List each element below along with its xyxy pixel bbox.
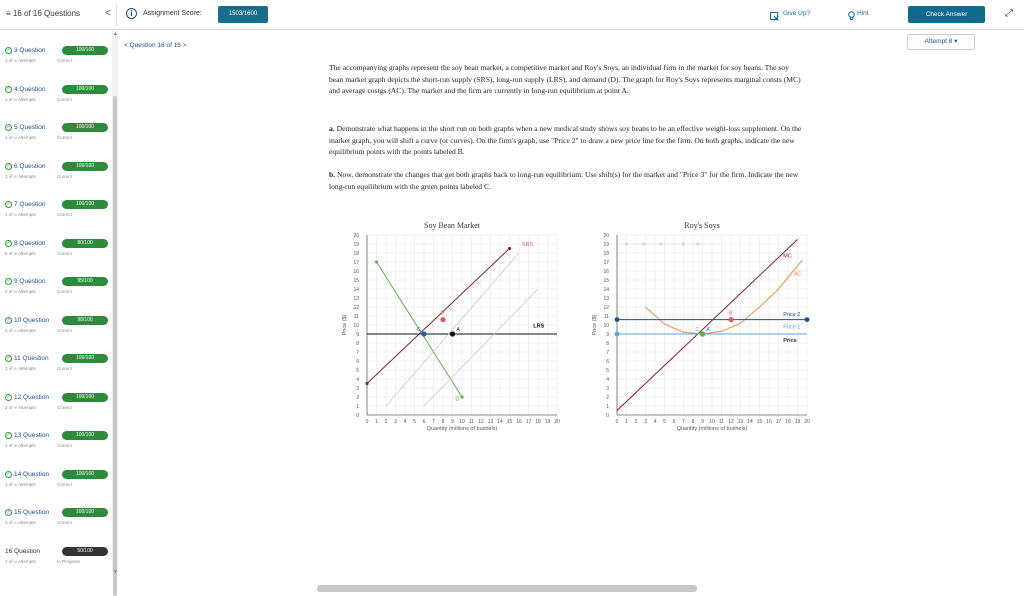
point-label-c: C [417,327,421,333]
question-label [5,317,49,324]
check-circle-icon: ✓ [6,432,11,438]
y-tick-label: 20 [603,233,609,239]
x-tick-label: 7 [682,419,685,425]
point-label-b: B [441,310,445,317]
equilibrium-point-a [450,331,455,336]
x-tick-label: 14 [497,419,503,425]
point-label-a: A [706,327,710,333]
question-label-text: 10 Question [14,316,50,324]
horizontal-scrollbar[interactable] [317,585,697,592]
question-label [5,201,45,208]
status-text: Correct [57,135,72,140]
question-label [5,278,45,285]
y-tick-label: 12 [353,305,359,311]
assignment-score-badge: 1503/1600 [218,6,268,23]
y-tick-label: 16 [603,269,609,275]
status-text: Correct [57,327,72,333]
score-badge: 100/100 [62,46,108,55]
x-tick-label: 19 [544,419,551,425]
check-circle-icon: ✓ [6,316,11,323]
question-label-text: 13 Question [14,432,50,440]
x-tick-label: 11 [468,419,475,425]
attempts-text: 1 of ∞ Attempts [5,96,36,102]
x-tick-label: 3 [394,419,397,425]
series-label: LRS [533,323,545,330]
question-label-text: 6 Question [14,162,46,170]
x-tick-label: 17 [525,419,532,425]
x-tick-label: 9 [451,419,454,425]
score-badge: 100/100 [62,85,108,94]
x-tick-label: 18 [535,419,541,425]
price-line-handle [615,332,620,337]
point-label-b: B [729,310,733,317]
y-tick-label: 3 [356,386,359,392]
check-circle-icon: ✓ [6,85,11,92]
x-tick-label: 4 [403,419,407,425]
status-text: Correct [57,481,72,487]
attempts-text: 2 of ∞ Attempts [5,327,36,333]
sidebar-question-item[interactable] [5,240,110,270]
question-label-text: 5 Question [14,124,46,132]
question-label-text: 4 Question [14,85,46,93]
x-axis-label: Quantity (millions of bushels) [426,426,498,432]
question-label-text: 9 Question [14,278,46,286]
attempts-text: 1 of ∞ Attempts [5,173,36,179]
series-endpoint [375,260,378,263]
y-tick-label: 20 [353,233,359,239]
y-tick-label: 12 [603,305,609,311]
score-badge: 100/100 [62,354,108,363]
x-tick-label: 2 [384,419,388,425]
questions-menu-button[interactable]: ≡ 16 of 16 Questions [6,9,81,18]
check-answer-button[interactable]: Check Answer [908,6,985,23]
x-tick-label: 8 [691,419,695,425]
attempts-text: 1 of ∞ Attempts [5,58,36,63]
sidebar-question-item[interactable] [5,394,110,424]
series-label: Price 2 [783,312,801,318]
attempts-text: 1 of ∞ Attempts [5,212,36,217]
check-circle-icon: ✓ [6,393,11,400]
y-tick-label: 5 [356,368,359,374]
check-circle-icon: ✓ [6,47,11,53]
y-tick-label: 10 [353,323,359,329]
sidebar-question-item[interactable] [5,432,110,462]
y-tick-label: 7 [606,350,609,356]
sidebar-question-item[interactable] [5,509,110,539]
sidebar-question-item[interactable] [5,86,110,116]
firm-chart[interactable] [572,218,812,438]
question-part-b [329,169,805,192]
part-b-label: b. [329,170,336,179]
check-circle-icon: ✓ [6,201,11,207]
y-tick-label: 17 [603,260,609,266]
y-tick-label: 8 [356,341,359,347]
question-label-text: 11 Question [14,355,49,363]
sidebar-question-item[interactable] [5,47,110,77]
price-line-handle [805,317,810,322]
x-tick-label: 20 [554,419,560,425]
question-label [5,240,45,247]
y-tick-label: 13 [353,296,359,302]
content-area [119,31,1024,576]
attempts-text: 1 of ∞ Attempts [5,135,36,140]
sidebar-question-item[interactable] [5,278,110,308]
x-tick-label: 0 [615,419,619,425]
y-tick-label: 9 [356,332,359,338]
series-endpoint [508,247,511,250]
x-tick-label: 3 [644,419,647,425]
x-tick-label: 1 [375,419,378,425]
y-tick-label: 14 [353,287,359,293]
check-circle-icon: ✓ [6,470,11,477]
status-text: Correct [57,520,72,525]
x-tick-label: 15 [756,419,763,425]
question-label-text: 16 Question [5,547,41,555]
y-tick-label: 6 [606,359,609,365]
top-bar [0,0,1024,30]
attempts-text: 1 of ∞ Attempts [5,366,36,371]
y-tick-label: 4 [356,377,359,383]
y-tick-label: 19 [353,242,359,248]
x-tick-label: 13 [737,419,744,425]
score-badge: 100/100 [62,123,108,132]
attempts-text: 2 of ∞ Attempts [5,289,36,294]
series-endpoint [460,395,463,398]
x-axis-label: Quantity (millions of bushels) [676,426,748,432]
y-tick-label: 1 [356,404,359,410]
y-tick-label: 2 [356,395,359,401]
divider [116,4,117,26]
x-tick-label: 0 [365,419,369,425]
series-endpoint [365,382,368,385]
question-nav[interactable]: < Question 16 of 16 > [124,42,187,49]
attempts-text: 5 of ∞ Attempts [5,250,36,256]
sidebar-scrollbar-thumb[interactable] [113,96,117,596]
question-label [5,124,45,131]
check-circle-icon: ✓ [6,239,11,246]
score-badge: 100/100 [62,508,108,517]
score-badge: 100/100 [62,393,108,402]
x-tick-label: 6 [672,419,676,425]
question-part-a [329,123,805,158]
point-label-a: A [456,327,460,333]
status-text: Correct [57,58,72,63]
question-sidebar [0,31,118,576]
x-tick-label: 11 [718,419,725,425]
equilibrium-point-c [421,331,426,336]
equilibrium-point-b [728,317,733,322]
chart-title: Soy Bean Market [424,221,480,230]
lightbulb-icon[interactable] [848,8,855,18]
sidebar-question-item[interactable] [5,124,110,154]
x-tick-label: 8 [441,419,445,425]
sidebar-question-item[interactable] [5,163,110,193]
y-tick-label: 19 [603,242,609,248]
y-tick-label: 16 [353,269,359,275]
x-tick-label: 16 [516,419,522,425]
score-badge: 95/100 [62,277,108,286]
score-badge: 100/100 [62,431,108,440]
scroll-up-icon[interactable]: ▲ [113,31,118,37]
question-label-text: 12 Question [14,393,50,401]
x-tick-label: 2 [634,419,638,425]
status-text: Correct [57,212,72,217]
status-text: Correct [57,443,72,448]
y-tick-label: 15 [603,278,609,284]
info-icon[interactable]: i [126,8,137,19]
y-tick-label: 7 [356,350,359,356]
sidebar-question-item[interactable] [5,355,110,385]
y-tick-label: 6 [356,359,359,365]
x-tick-label: 10 [459,419,465,425]
x-tick-label: 5 [413,419,416,425]
series-label: Price 1 [783,324,801,331]
y-tick-label: 18 [353,251,359,257]
y-tick-label: 3 [606,386,609,392]
question-label [5,471,49,478]
score-badge: 100/100 [62,470,108,479]
expand-icon[interactable]: ⤢ [1005,8,1013,19]
x-tick-label: 9 [701,419,704,425]
y-tick-label: 1 [606,404,609,410]
y-tick-label: 4 [606,377,609,383]
back-arrow-icon[interactable]: < [105,8,111,19]
score-badge: 80/100 [62,239,108,248]
question-label [5,394,49,401]
y-axis-label: Price ($) [342,314,348,336]
score-badge: 100/100 [62,162,108,171]
x-tick-label: 18 [785,419,791,425]
check-circle-icon: ✓ [6,124,11,130]
status-text: Correct [57,173,72,179]
x-tick-label: 5 [663,419,666,425]
y-tick-label: 10 [603,323,609,329]
attempts-text: 1 of ∞ Attempts [5,481,36,487]
part-a-label: a. [329,124,335,133]
check-circle-icon: ✓ [6,509,11,515]
x-tick-label: 12 [728,419,734,425]
scroll-down-icon[interactable]: ▼ [113,569,118,575]
y-tick-label: 5 [606,368,609,374]
give-up-button[interactable]: Give Up? [783,10,811,17]
question-label [5,432,49,439]
attempts-text: 1 of ∞ Attempts [5,443,36,448]
market-chart[interactable] [322,218,562,438]
part-b-text: Now, demonstrate the changes that get both graphs back to long-run equilibrium. Use shift(s) for the market and "Price 3" for the firm. Indicate the new long-run equilibrium with the green points labeled C. [329,170,799,191]
hint-button[interactable]: Hint [857,10,869,17]
y-tick-label: 11 [603,314,609,320]
question-panel [317,34,815,579]
question-label-text: 7 Question [14,201,46,209]
question-label [5,86,45,93]
score-badge: 100/100 [62,200,108,209]
x-tick-label: 17 [775,419,782,425]
check-circle-icon: ✓ [6,278,11,284]
y-tick-label: 17 [353,260,359,266]
x-tick-label: 4 [653,419,657,425]
price-line-handle [615,317,620,322]
series-label: Price [783,338,797,345]
attempts-text: 1 of ∞ Attempts [5,404,36,410]
x-tick-label: 19 [794,419,801,425]
y-tick-label: 8 [606,341,609,347]
check-circle-icon: ✓ [6,355,11,361]
y-axis-label: Price ($) [592,314,598,336]
series-label: MC [783,253,792,260]
y-tick-label: 9 [606,332,609,338]
x-tick-label: 13 [487,419,494,425]
y-tick-label: 13 [603,296,609,302]
assignment-score-label: Assignment Score: [143,10,202,17]
sidebar-question-item[interactable] [5,471,110,501]
question-label-text: 8 Question [14,239,46,247]
x-tick-label: 15 [506,419,513,425]
question-label-text: 15 Question [14,509,50,517]
x-tick-label: 20 [804,419,810,425]
question-label [5,548,40,555]
status-text: In Progress [57,558,81,564]
y-tick-label: 0 [606,413,609,419]
attempt-dropdown[interactable]: Attempt 8 ▾ [907,34,975,50]
x-tick-label: 10 [709,419,715,425]
question-label [5,47,45,54]
equilibrium-point-c [700,331,705,336]
equilibrium-point-b [440,317,445,322]
point-label-c: C [695,327,700,333]
y-tick-label: 2 [606,395,609,401]
series-label: D [455,396,460,403]
y-tick-label: 0 [356,413,359,419]
status-text: Correct [57,96,72,102]
status-text: Correct [57,289,72,294]
question-label-text: 3 Question [14,47,46,55]
x-tick-label: 14 [747,419,753,425]
y-tick-label: 15 [353,278,359,284]
y-tick-label: 14 [603,287,609,293]
x-tick-label: 6 [422,419,426,425]
series-label: AC [793,271,802,278]
score-badge: 98/100 [62,316,108,325]
y-tick-label: 18 [603,251,609,257]
x-tick-label: 16 [766,419,772,425]
give-up-icon[interactable] [770,8,779,17]
chart-title: Roy's Soys [684,221,720,230]
check-circle-icon: ✓ [6,162,11,169]
series-label: SRS [521,241,534,248]
x-tick-label: 1 [625,419,628,425]
score-badge: 50/100 [62,547,108,556]
attempts-text: 7 of ∞ Attempts [5,558,36,564]
status-text: Correct [57,404,72,410]
question-label-text: 14 Question [14,470,50,478]
attempts-text: 1 of ∞ Attempts [5,520,36,525]
question-label [5,509,49,516]
status-text: Correct [57,250,72,256]
y-tick-label: 11 [353,314,359,320]
part-a-text: Demonstrate what happens in the short run on both graphs when a new medical study shows soy beans to be an effective weight-loss supplement. On the market graph, you will shift a curve (or curves). On the firm's graph, use "Price 2" to draw a new price line for the firm. On both graphs, indicate the new equilibrium points with the points labeled B. [329,124,802,157]
question-label [5,355,49,362]
sidebar-question-item[interactable] [5,317,110,347]
x-tick-label: 12 [478,419,484,425]
question-label [5,163,45,170]
sidebar-question-item[interactable] [5,548,110,578]
question-intro: The accompanying graphs represent the soy bean market, a competitive market and Roy's Soys, an individual firm in the market for soy beans. The soy bean market graph depicts the short-run supply (SRS), long-run supply (LRS), and demand (D). The graph for Roy's Soys represents marginal consts (MC) and average costgs (AC). The market and the firm are currently in long-run equilibrium at point A. [329,63,801,96]
sidebar-question-item[interactable] [5,201,110,231]
x-tick-label: 7 [432,419,435,425]
status-text: Correct [57,366,72,371]
